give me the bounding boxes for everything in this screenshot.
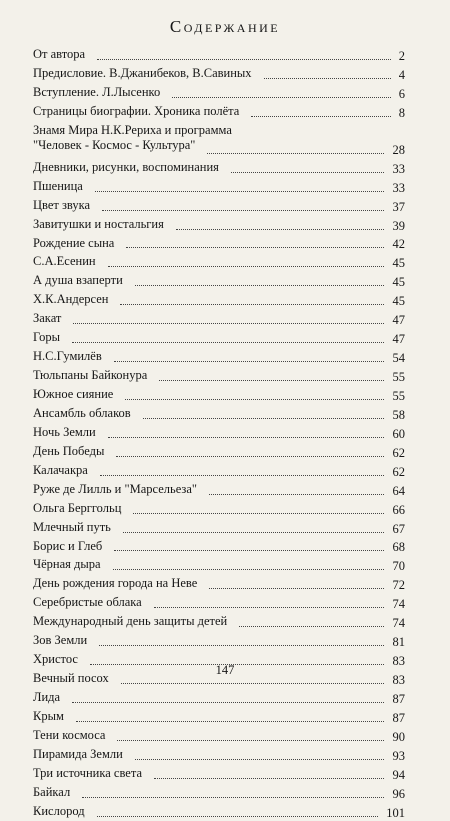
toc-entry-title: Байкал — [33, 784, 71, 799]
toc-entry-page-number: 83 — [392, 654, 405, 669]
dot-leader — [239, 625, 384, 627]
page-number: 147 — [215, 663, 235, 677]
toc-entry — [33, 745, 405, 764]
toc-entry-page-number: 74 — [392, 597, 405, 612]
toc-entry-title: Завитушки и ностальгия — [33, 216, 164, 231]
dot-leader — [95, 190, 384, 192]
toc-entry-title: Рождение сына — [33, 235, 115, 250]
toc-entry — [33, 64, 405, 83]
toc-entry-title: Руже де Лилль и "Марсельеза" — [33, 481, 197, 496]
toc-entry-page-number: 47 — [392, 313, 405, 328]
toc-entry-page-number: 87 — [392, 691, 405, 706]
toc-entry-page-number: 8 — [398, 105, 405, 120]
toc-entry-page-number: 6 — [398, 86, 405, 101]
toc-entry-page-number: 60 — [392, 426, 405, 441]
toc-entry — [33, 234, 405, 253]
toc-entry-page-number: 83 — [392, 673, 405, 687]
toc-entry — [33, 707, 405, 726]
toc-entry-page-number: 4 — [398, 67, 405, 82]
toc-entry — [33, 347, 405, 366]
toc-entry — [33, 593, 405, 612]
toc-entry — [33, 802, 405, 821]
dot-leader — [102, 209, 384, 211]
toc-entry — [33, 309, 405, 328]
toc-entry-title: День Победы — [33, 443, 105, 458]
toc-entry-title: Н.С.Гумилёв — [33, 349, 102, 364]
toc-entry — [33, 158, 405, 177]
toc-entry-title: Горы — [33, 330, 61, 345]
toc-entry-page-number: 94 — [392, 767, 405, 782]
toc-entry-page-number: 93 — [392, 748, 405, 763]
toc-entry — [33, 328, 405, 347]
toc-entry-title — [33, 123, 232, 153]
dot-leader — [97, 58, 391, 60]
dot-leader — [264, 77, 391, 79]
toc-entry-page-number: 70 — [392, 559, 405, 574]
toc-entry-title: Ольга Берггольц — [33, 500, 122, 515]
toc-entry — [33, 612, 405, 631]
dot-leader — [117, 739, 384, 741]
dot-leader — [176, 228, 384, 230]
dot-leader — [209, 493, 384, 495]
dot-leader — [126, 246, 384, 248]
dot-leader — [72, 341, 384, 343]
toc-entry-page-number: 90 — [392, 729, 405, 744]
toc-entry-page-number: 42 — [392, 237, 405, 252]
dot-leader — [121, 682, 384, 684]
toc-entry-page-number: 58 — [392, 407, 405, 422]
dot-leader — [72, 701, 384, 703]
page-heading: Содержание — [169, 17, 281, 36]
dot-leader — [114, 549, 384, 551]
toc-entry — [33, 518, 405, 537]
dot-leader — [108, 265, 384, 267]
toc-entry-page-number: 67 — [392, 521, 405, 536]
dot-leader — [125, 398, 384, 400]
toc-entry-page-number: 37 — [392, 199, 405, 214]
toc-entry — [33, 537, 405, 556]
toc-entry-title: Кислород — [33, 803, 85, 818]
dot-leader — [113, 568, 384, 570]
toc-entry-page-number: 74 — [392, 616, 405, 631]
toc-entry-page-number: 33 — [392, 161, 405, 176]
toc-entry — [33, 442, 405, 461]
toc-entry-title: От автора — [33, 47, 86, 61]
toc-entry-title: Страницы биографии. Хроника полёта — [33, 103, 240, 118]
toc-entry-title: Ночь Земли — [33, 424, 96, 439]
toc-entry-title: Борис и Глеб — [33, 538, 103, 553]
toc-entry-page-number: 2 — [398, 48, 405, 63]
toc-entry-page-number: 81 — [392, 635, 405, 650]
toc-entry-title: Три источника света — [33, 765, 142, 780]
dot-leader — [108, 436, 384, 438]
dot-leader — [116, 455, 384, 457]
dot-leader — [207, 152, 384, 154]
toc-entry — [33, 574, 405, 593]
toc-entry — [33, 290, 405, 309]
toc-entry-page-number: 45 — [392, 275, 405, 290]
toc-entry — [33, 177, 405, 196]
toc-entry-title: Калачакра — [33, 462, 88, 477]
dot-leader — [209, 587, 384, 589]
toc-entry-title-line: Знамя Мира Н.К.Рериха и программа — [33, 122, 232, 137]
dot-leader — [154, 606, 384, 608]
toc-entry-title: Цвет звука — [33, 197, 91, 212]
toc-entry-page-number: 101 — [386, 805, 405, 820]
toc-entry — [33, 726, 405, 745]
dot-leader — [159, 379, 384, 381]
toc-entry-title: Пирамида Земли — [33, 746, 123, 761]
toc-entry-title: С.А.Есенин — [33, 254, 96, 269]
toc-entry — [33, 215, 405, 234]
toc-entry — [33, 555, 405, 574]
toc-entry — [33, 631, 405, 650]
toc-entry-title: Вступление. Л.Лысенко — [33, 84, 161, 99]
dot-leader — [97, 815, 378, 817]
dot-leader — [123, 531, 384, 533]
toc-entry-page-number: 96 — [392, 786, 405, 801]
toc-entry-title: Крым — [33, 708, 64, 723]
dot-leader — [120, 303, 384, 305]
toc-entry-title: Вечный посох — [33, 671, 109, 686]
toc-entry — [33, 783, 405, 802]
toc-entry-title: Лида — [33, 690, 61, 704]
toc-entry — [33, 480, 405, 499]
toc-entry — [33, 83, 405, 102]
toc-entry-page-number: 33 — [392, 180, 405, 195]
toc-entry-page-number: 47 — [392, 332, 405, 347]
dot-leader — [251, 115, 391, 117]
toc-entry-page-number: 55 — [392, 370, 405, 384]
toc-entry-page-number: 68 — [392, 540, 405, 555]
toc-entry-page-number: 39 — [392, 218, 405, 233]
toc-entry-page-number: 87 — [392, 710, 405, 725]
toc-entry-title: Закат — [33, 311, 62, 326]
toc-entry — [33, 45, 405, 64]
toc-entry-page-number: 28 — [392, 142, 405, 157]
dot-leader — [154, 777, 384, 779]
toc-entry-title: Тени космоса — [33, 727, 106, 742]
toc-entry-page-number: 45 — [392, 294, 405, 309]
toc-entry-title: Христос — [33, 652, 78, 667]
toc-entry-page-number: 66 — [392, 502, 405, 517]
dot-leader — [231, 171, 384, 173]
toc-entry-page-number: 45 — [392, 256, 405, 271]
dot-leader — [135, 284, 384, 286]
dot-leader — [133, 512, 384, 514]
toc-entry-page-number: 55 — [392, 388, 405, 403]
toc-entry-title: Тюльпаны Байконура — [33, 368, 148, 383]
toc-entry — [33, 121, 405, 158]
toc-entry-title: Пшеница — [33, 178, 83, 193]
dot-leader — [143, 417, 384, 419]
toc-entry — [33, 423, 405, 442]
dot-leader — [135, 758, 384, 760]
toc-entry-title: Чёрная дыра — [33, 557, 101, 572]
toc-entry-title: Южное сияние — [33, 387, 114, 401]
toc-entry-title: Дневники, рисунки, воспоминания — [33, 159, 219, 174]
toc-entry — [33, 404, 405, 423]
toc-entry-page-number: 72 — [392, 578, 405, 593]
toc-entry-title: Серебристые облака — [33, 595, 142, 610]
toc-entry-title: Зов Земли — [33, 633, 88, 648]
toc-entry — [33, 271, 405, 290]
dot-leader — [99, 644, 384, 646]
dot-leader — [100, 474, 384, 476]
dot-leader — [172, 96, 391, 98]
toc-entry-title: День рождения города на Неве — [33, 576, 198, 591]
toc-entry — [33, 461, 405, 480]
toc-entry — [33, 196, 405, 215]
toc-entry — [33, 252, 405, 271]
toc-entry-title: Млечный путь — [33, 519, 111, 534]
toc-entry-title-line: "Человек - Космос - Культура" — [33, 137, 196, 152]
toc-entry-page-number: 54 — [392, 351, 405, 366]
toc-entry-title: Ансамбль облаков — [33, 405, 131, 420]
dot-leader — [82, 796, 384, 798]
toc-entry — [33, 764, 405, 783]
toc-entry-title: А душа взаперти — [33, 273, 123, 288]
toc-entry-title: Х.К.Андерсен — [33, 292, 109, 307]
table-of-contents — [33, 45, 405, 821]
dot-leader — [73, 322, 384, 324]
toc-entry — [33, 102, 405, 121]
toc-entry-page-number: 64 — [392, 483, 405, 498]
dot-leader — [76, 720, 384, 722]
toc-entry-title: Международный день защиты детей — [33, 614, 228, 629]
toc-entry-title: Предисловие. В.Джанибеков, В.Савиных — [33, 65, 252, 80]
dot-leader — [114, 360, 384, 362]
toc-entry-page-number: 62 — [392, 445, 405, 460]
toc-entry-page-number: 62 — [392, 464, 405, 479]
toc-entry — [33, 385, 405, 404]
toc-entry — [33, 499, 405, 518]
toc-entry — [33, 366, 405, 385]
